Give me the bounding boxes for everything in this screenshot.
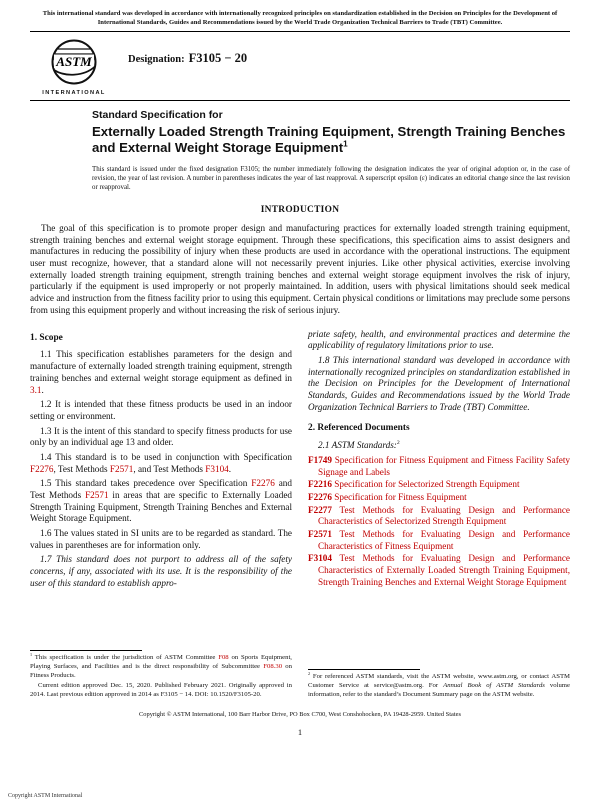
text-segment: 1.5 This standard takes precedence over Specification	[40, 478, 252, 489]
reference-link[interactable]: F1749	[308, 454, 332, 465]
reference-item-f3104	[308, 553, 570, 588]
reference-item-f2277	[308, 505, 570, 528]
text-segment: volume information, refer to the standard’s Document Summary page on the ASTM website.	[308, 681, 570, 698]
reference-link[interactable]: F2276	[30, 463, 54, 474]
footnote-1-edition	[30, 682, 292, 700]
text-segment: 1.2 It is intended that these fitness products be used in an indoor setting or environment.	[30, 399, 292, 421]
reference-link[interactable]: F08.30	[263, 663, 283, 671]
reference-link[interactable]: F3104	[308, 553, 332, 564]
header-band	[30, 32, 570, 100]
section-2-heading: 2. Referenced Documents	[308, 423, 410, 434]
footnote-2-text	[308, 670, 570, 700]
text-segment: 1.4 This standard is to be used in conjunction with Specification	[40, 451, 292, 462]
text-segment: Externally Loaded Strength Training Equipment, Strength Training Benches and External Weight Storage Equipment	[92, 124, 566, 155]
title-kicker: Standard Specification for	[92, 109, 223, 122]
footnote-rule-right	[308, 669, 420, 670]
reference-item-f2216	[308, 479, 570, 491]
footnote-1	[30, 650, 292, 700]
text-segment: Current edition approved Dec. 15, 2020. Published February 2021. Originally approved in 2014. Last previous edition approved in 2014 as F3105 − 14. DOI: 10.1520/F3105-20.	[30, 681, 292, 698]
reference-link[interactable]: F2571	[85, 490, 109, 501]
text-segment: 2	[396, 440, 400, 447]
scope-paragraph-1-6	[30, 528, 292, 551]
scope-paragraph-1-7-continuation	[308, 329, 570, 352]
reference-link[interactable]: Specification for Fitness Equipment	[332, 492, 467, 503]
scope-paragraph-1-4	[30, 452, 292, 475]
text-segment: 1.1 This specification establishes parameters for the design and manufacture of externally loaded strength training equipment, strength training benches and external weight storage equipment as defined in	[30, 349, 292, 383]
reference-link[interactable]: Test Methods for Evaluating Design and Performance Characteristics of Externally Loaded Strength Training Equipment, Strength Training Benches and External Weight Storage Equipment	[318, 553, 570, 587]
svg-text:ASTM: ASTM	[56, 54, 92, 70]
reference-link[interactable]: 3.1	[30, 384, 42, 395]
reference-link[interactable]: F08	[218, 654, 229, 662]
referenced-documents-subheading	[308, 440, 570, 452]
designation	[128, 49, 247, 67]
reference-item-f2276	[308, 492, 570, 504]
reference-link[interactable]: F2571	[109, 463, 134, 474]
reference-link[interactable]: Specification for Selectorized Strength Equipment	[332, 479, 520, 490]
text-segment: .	[41, 384, 44, 395]
right-column	[308, 329, 570, 701]
designation-value: F3105 − 20	[188, 51, 248, 66]
scope-paragraph-1-2	[30, 399, 292, 422]
document-title	[92, 124, 570, 156]
text-segment: 1.6 The values stated in SI units are to be regarded as standard. The values in parentheses are for information only.	[30, 528, 292, 550]
scope-paragraph-1-5	[30, 478, 292, 525]
text-segment: 1	[343, 139, 348, 149]
footnote-rule-left	[30, 650, 142, 651]
text-segment: .	[228, 463, 232, 474]
text-segment: 1.3 It is the intent of this standard to specify fitness products for use only by an individual age 13 and older.	[30, 425, 292, 448]
scope-paragraph-1-7	[30, 554, 292, 589]
text-segment: 1	[30, 652, 33, 658]
text-segment: 1.8 This international standard was developed in accordance with internationally recognized principles on standardization established in the Decision on Principles for the Development of International Standards, Guides and Recommendations issued by the World Trade Organization Technical Barriers to Trade (TBT) Committee.	[308, 354, 570, 412]
reference-item-f1749	[308, 455, 570, 478]
text-segment: 1.7 This standard does not purport to address all of the safety concerns, if any, associated with its use. It is the responsibility of the user of this standard to establish appro-	[30, 554, 292, 588]
corner-copyright-note: Copyright ASTM International	[8, 793, 83, 799]
section-1-heading: 1. Scope	[30, 332, 63, 343]
text-segment: priate safety, health, and environmental practices and determine the applicability of regulatory limitations prior to use.	[308, 328, 570, 351]
issuance-note: This standard is issued under the fixed designation F3105; the number immediately following the designation indicates the year of original adoption or, in the case of revision, the year of last revision. A number in parentheses indicates the year of last reapproval. A superscript epsilon (ε) indicates an editorial change since the last revision or reapproval.	[92, 165, 570, 191]
text-segment: 2.1 ASTM Standards:	[318, 440, 397, 451]
text-segment: This specification is under the jurisdiction of ASTM Committee	[32, 654, 219, 662]
title-block	[92, 109, 570, 192]
text-segment: on Sports Equipment, Playing Surfaces, and Facilities and is the direct responsibility of Subcommittee	[30, 654, 292, 671]
text-segment: Annual Book of ASTM Standards	[443, 681, 545, 689]
reference-link[interactable]: F2276	[308, 492, 332, 503]
reference-link[interactable]: Test Methods for Evaluating Design and Performance Characteristics of Fitness Equipment	[318, 529, 570, 551]
designation-label: Designation:	[128, 54, 185, 66]
introduction-body: The goal of this specification is to promote proper design and manufacturing practices for externally loaded strength training equipment, strength training benches and external weight storage equipment. Through these specifications, this specification aims to assist designers and manufactures in reducing the possibility of injury when these products are used in accordance with the operational instructions. The equipment user must recognize, however, that a standard alone will not necessarily prevent injuries. Like other physical activities, exercise involving externally loaded strength training equipment, strength training benches and external weight storage equipment involves the risk of injury, particularly if the equipment is used improperly or not properly maintained. In addition, users with physical limitations should seek medical advice and instruction from the fitness facility prior to using this equipment. Certain physical conditions or limitations may preclude some persons from using this equipment properly and without increasing the risk of serious injury.	[30, 223, 570, 315]
text-segment: in areas that are specific to Externally Loaded Strength Training Equipment, Strength Training Benches and External Weight Storage Equipment.	[30, 490, 292, 524]
reference-link[interactable]: F2277	[308, 504, 332, 515]
footnote-2	[308, 669, 570, 701]
introduction-heading: INTRODUCTION	[260, 205, 340, 216]
top-notice: This international standard was developed in accordance with internationally recognized principles on standardization established in the Decision on Principles for the Development of International Standards, Guides and Recommendations issued by the World Trade Organization Technical Barriers to Trade (TBT) Committee.	[42, 10, 558, 26]
text-segment: , and Test Methods	[133, 463, 206, 474]
left-column	[30, 329, 292, 701]
scope-paragraph-1-3	[30, 426, 292, 449]
scope-paragraph-1-8	[308, 355, 570, 413]
text-segment: , Test Methods	[53, 463, 110, 474]
text-segment: on Fitness Products.	[30, 663, 292, 679]
copyright-address-line: Copyright © ASTM International, 100 Barr Harbor Drive, PO Box C700, West Conshohocken, PA 19428-2959. United States	[139, 710, 461, 718]
text-segment: and Test Methods	[30, 478, 292, 501]
astm-logo	[34, 37, 114, 96]
logo-international-label: INTERNATIONAL	[42, 90, 106, 97]
header-rule-bottom	[30, 100, 570, 101]
astm-logo-mark	[47, 37, 101, 89]
page-number: 1	[297, 726, 303, 737]
reference-link[interactable]: Specification for Fitness Equipment and Fitness Facility Safety Signage and Labels	[318, 454, 570, 477]
scope-paragraph-1-1	[30, 349, 292, 396]
reference-link[interactable]: F2216	[308, 479, 332, 490]
reference-link[interactable]: F2276	[251, 478, 275, 489]
reference-link[interactable]: Test Methods for Evaluating Design and Performance Characteristics of Selectorized Strength Equipment	[318, 504, 570, 527]
reference-link[interactable]: F2571	[308, 529, 332, 540]
reference-link[interactable]: F3104	[205, 463, 229, 474]
text-segment: 2	[308, 670, 311, 676]
text-segment: For referenced ASTM standards, visit the ASTM website, www.astm.org, or contact ASTM Customer Service at service@astm.org. For	[308, 672, 570, 689]
two-column-body	[30, 329, 570, 701]
reference-item-f2571	[308, 529, 570, 552]
footnote-1-jurisdiction	[30, 654, 292, 681]
